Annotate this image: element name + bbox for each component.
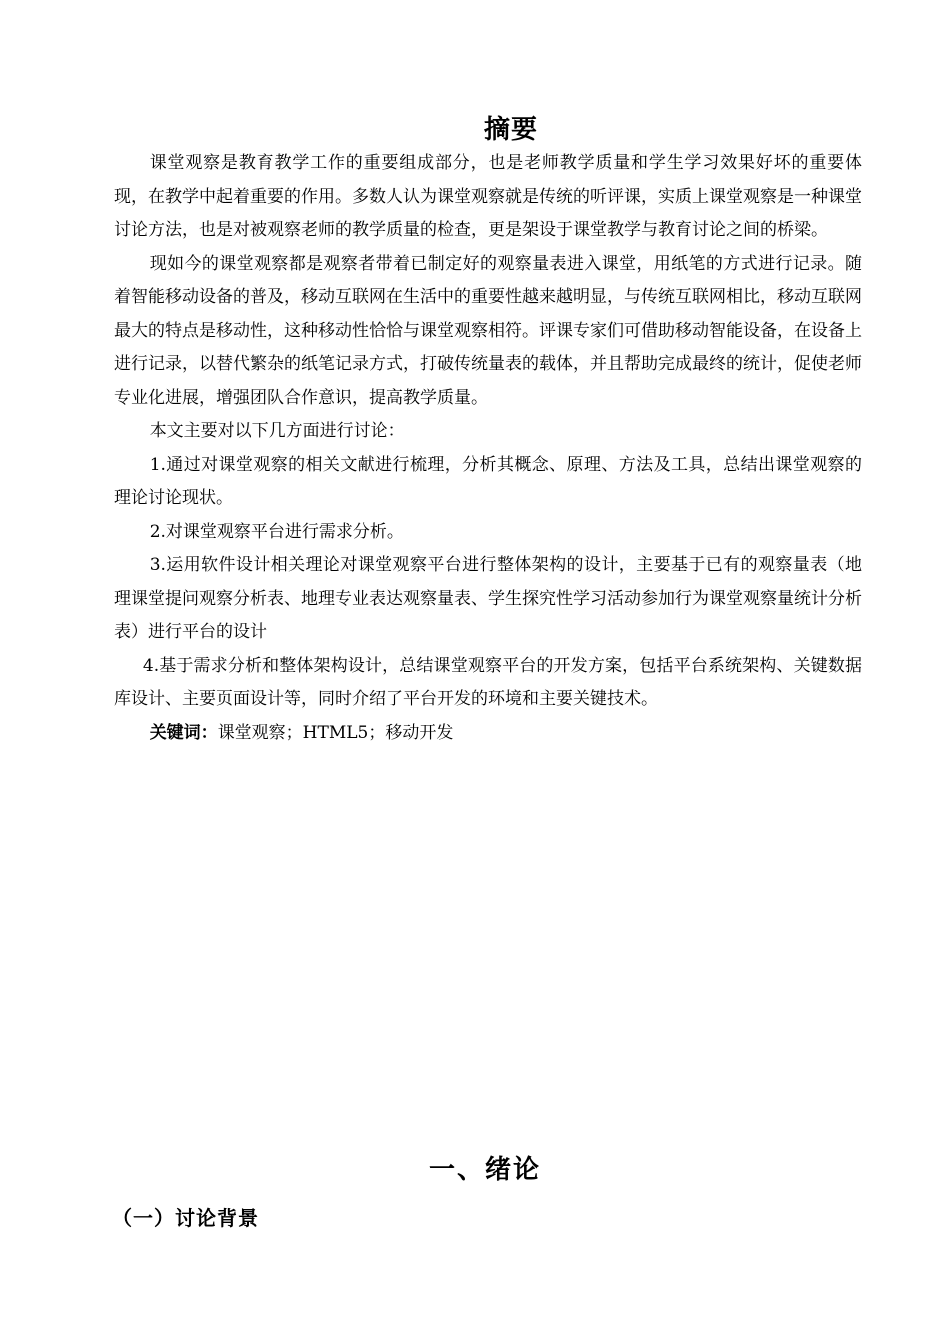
keywords-label: 关键词：	[149, 722, 218, 743]
abstract-list-item: 2.对课堂观察平台进行需求分析。	[149, 521, 404, 542]
abstract-list-item: 3.运用软件设计相关理论对课堂观察平台进行整体架构的设计，主要基于已有的观察量表（地理课堂提问观察分析表、地理专业表达观察量表、学生探究性学习活动参加行为课堂观察量统计分析表）进行平台的设计	[114, 555, 862, 642]
abstract-body	[114, 147, 862, 750]
abstract-title: 摘要	[483, 115, 538, 145]
abstract-paragraph: 课堂观察是教育教学工作的重要组成部分，也是老师教学质量和学生学习效果好坏的重要体现，在教学中起着重要的作用。多数人认为课堂观察就是传统的听评课，实质上课堂观察是一种课堂讨论方法，也是对被观察老师的教学质量的检查，更是架设于课堂教学与教育讨论之间的桥梁。	[114, 153, 862, 240]
abstract-paragraph: 本文主要对以下几方面进行讨论：	[149, 421, 405, 441]
chapter-title: 一、绪论	[428, 1155, 541, 1185]
abstract-paragraph: 现如今的课堂观察都是观察者带着已制定好的观察量表进入课堂，用纸笔的方式进行记录。随着智能移动设备的普及，移动互联网在生活中的重要性越来越明显，与传统互联网相比，移动互联网最大的特点是移动性，这种移动性恰恰与课堂观察相符。评课专家们可借助移动智能设备，在设备上进行记录，以替代繁杂的纸笔记录方式，打破传统量表的载体，并且帮助完成最终的统计，促使老师专业化进展，增强团队合作意识，提高教学质量。	[114, 253, 862, 408]
abstract-list-item: 4.基于需求分析和整体架构设计，总结课堂观察平台的开发方案，包括平台系统架构、关键数据库设计、主要页面设计等，同时介绍了平台开发的环境和主要关键技术。	[114, 655, 862, 709]
abstract-list-item: 1.通过对课堂观察的相关文献进行梳理，分析其概念、原理、方法及工具，总结出课堂观察的理论讨论现状。	[114, 454, 862, 508]
section-title: （一）讨论背景	[112, 1206, 259, 1230]
keywords-line	[114, 717, 862, 751]
keywords-value: 课堂观察；HTML5；移动开发	[217, 722, 454, 743]
